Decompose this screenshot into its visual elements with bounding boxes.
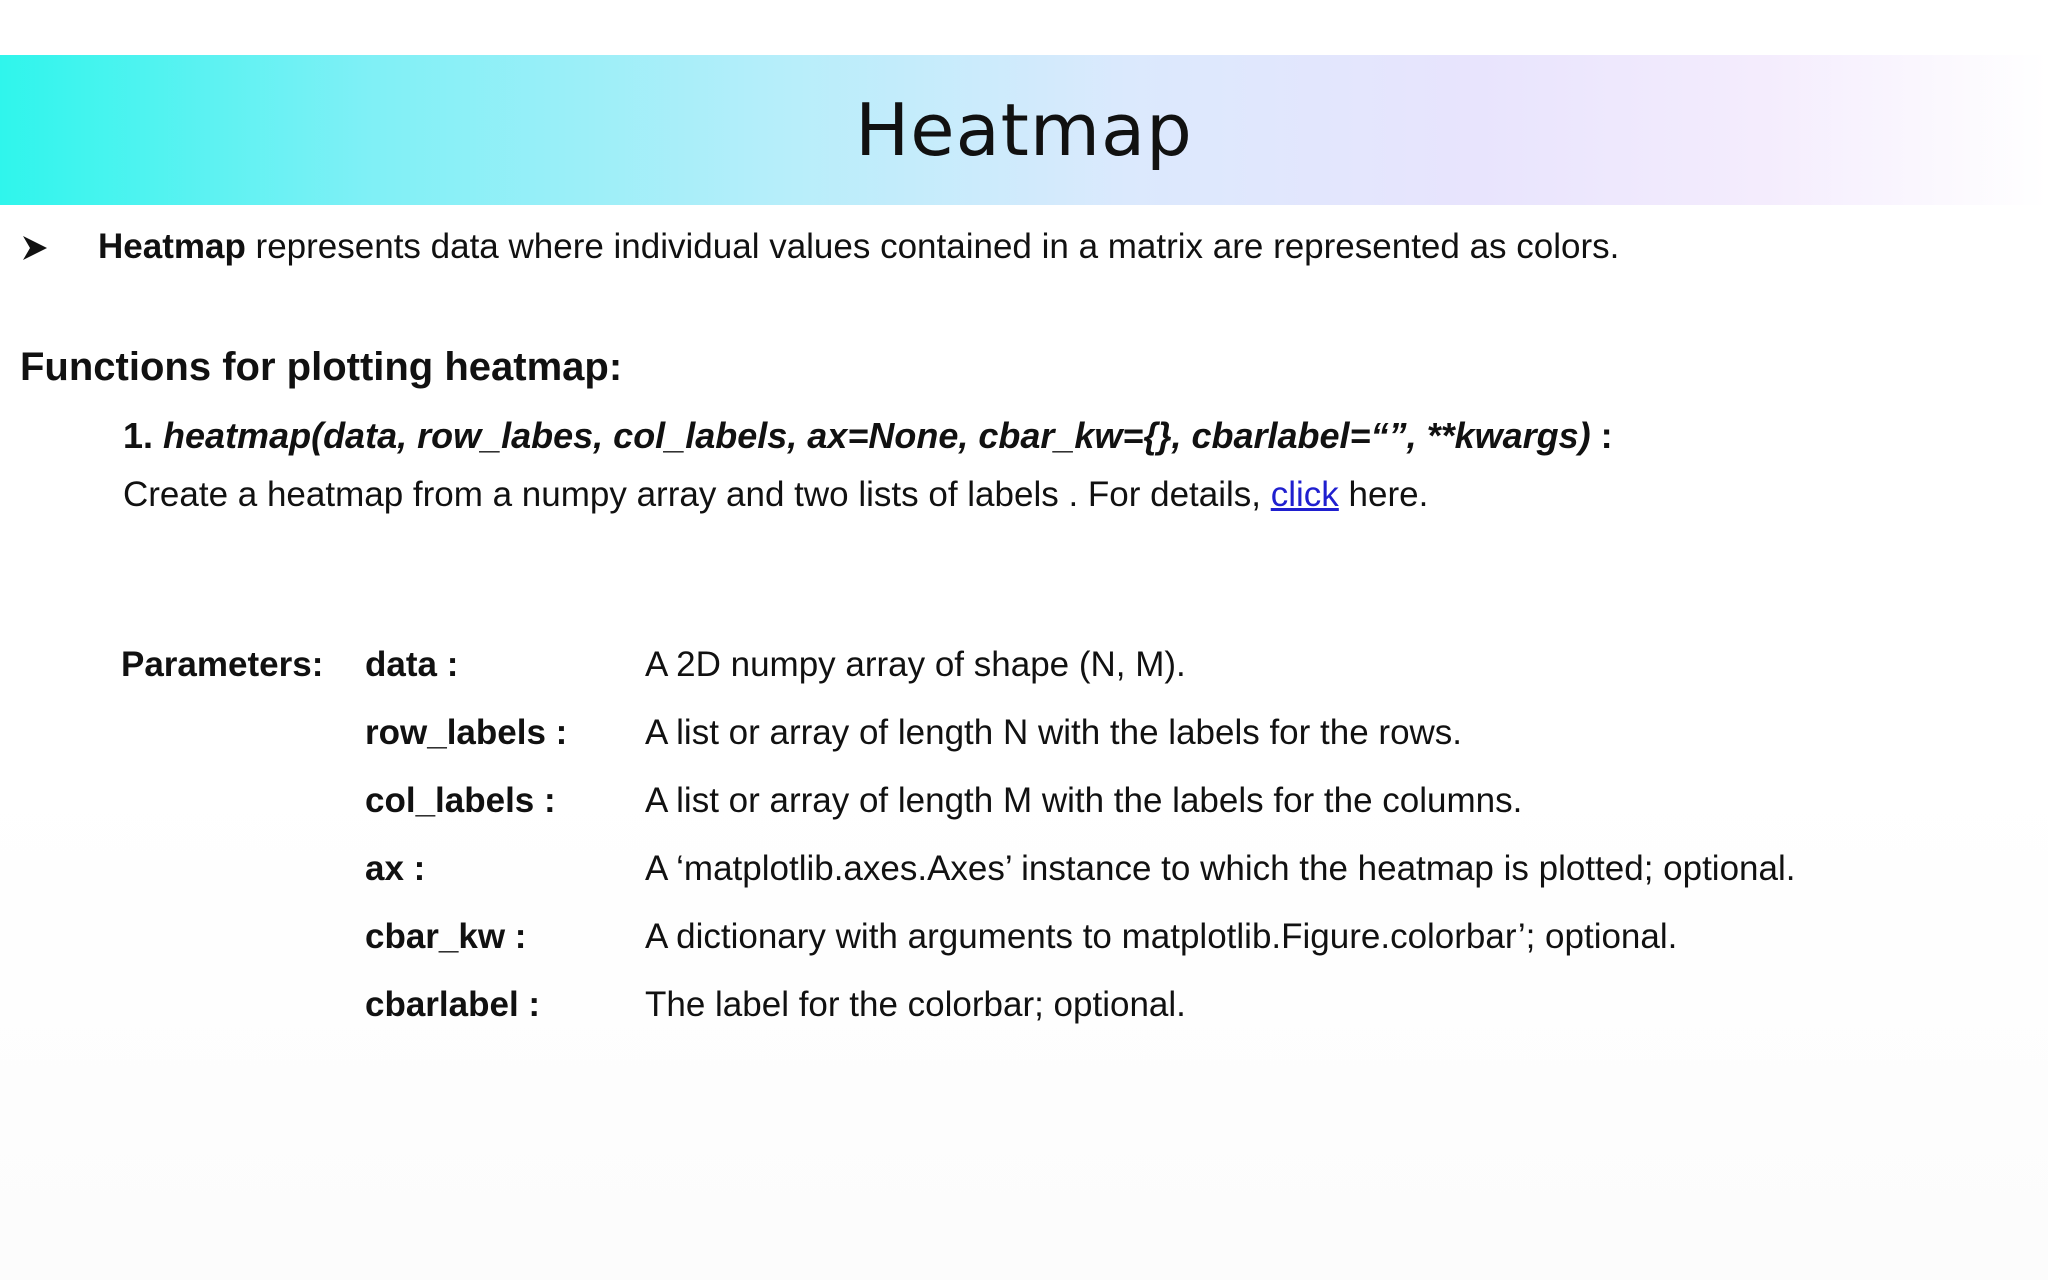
param-desc: The label for the colorbar; optional. — [645, 985, 1186, 1024]
param-name: row_labels : — [365, 713, 568, 752]
param-desc: A ‘matplotlib.axes.Axes’ instance to which the heatmap is plotted; optional. — [645, 849, 1796, 888]
param-name: cbar_kw : — [365, 917, 527, 956]
function-description — [123, 475, 1428, 515]
slide-title: Heatmap — [855, 88, 1193, 172]
arrowhead-bullet-icon — [20, 232, 50, 262]
intro-bullet — [20, 222, 1619, 272]
section-heading: Functions for plotting heatmap: — [20, 345, 623, 389]
function-signature-text: heatmap(data, row_labes, col_labels, ax=None, cbar_kw={}, cbarlabel=“”, **kwargs) — [163, 415, 1591, 456]
details-link[interactable]: click — [1270, 475, 1339, 514]
function-signature — [123, 415, 1613, 457]
intro-rest: represents data where individual values contained in a matrix are represented as colors. — [245, 227, 1620, 266]
param-desc: A 2D numpy array of shape (N, M). — [645, 645, 1186, 684]
param-desc: A list or array of length N with the labels for the rows. — [645, 713, 1463, 752]
param-name: cbarlabel : — [365, 985, 541, 1024]
function-desc-before: Create a heatmap from a numpy array and two lists of labels . For details, — [123, 475, 1271, 514]
function-desc-after: here. — [1338, 475, 1429, 514]
function-number: 1. — [123, 415, 164, 456]
intro-bold-term: Heatmap — [98, 227, 246, 266]
param-name: ax : — [365, 849, 426, 888]
param-name: col_labels : — [365, 781, 556, 820]
intro-text — [98, 227, 1619, 267]
param-name: data : — [365, 645, 459, 684]
param-desc: A list or array of length M with the labels for the columns. — [645, 781, 1523, 820]
param-desc: A dictionary with arguments to matplotlib.Figure.colorbar’; optional. — [645, 917, 1678, 956]
function-signature-suffix: : — [1590, 415, 1613, 456]
parameters-label: Parameters: — [121, 645, 324, 684]
